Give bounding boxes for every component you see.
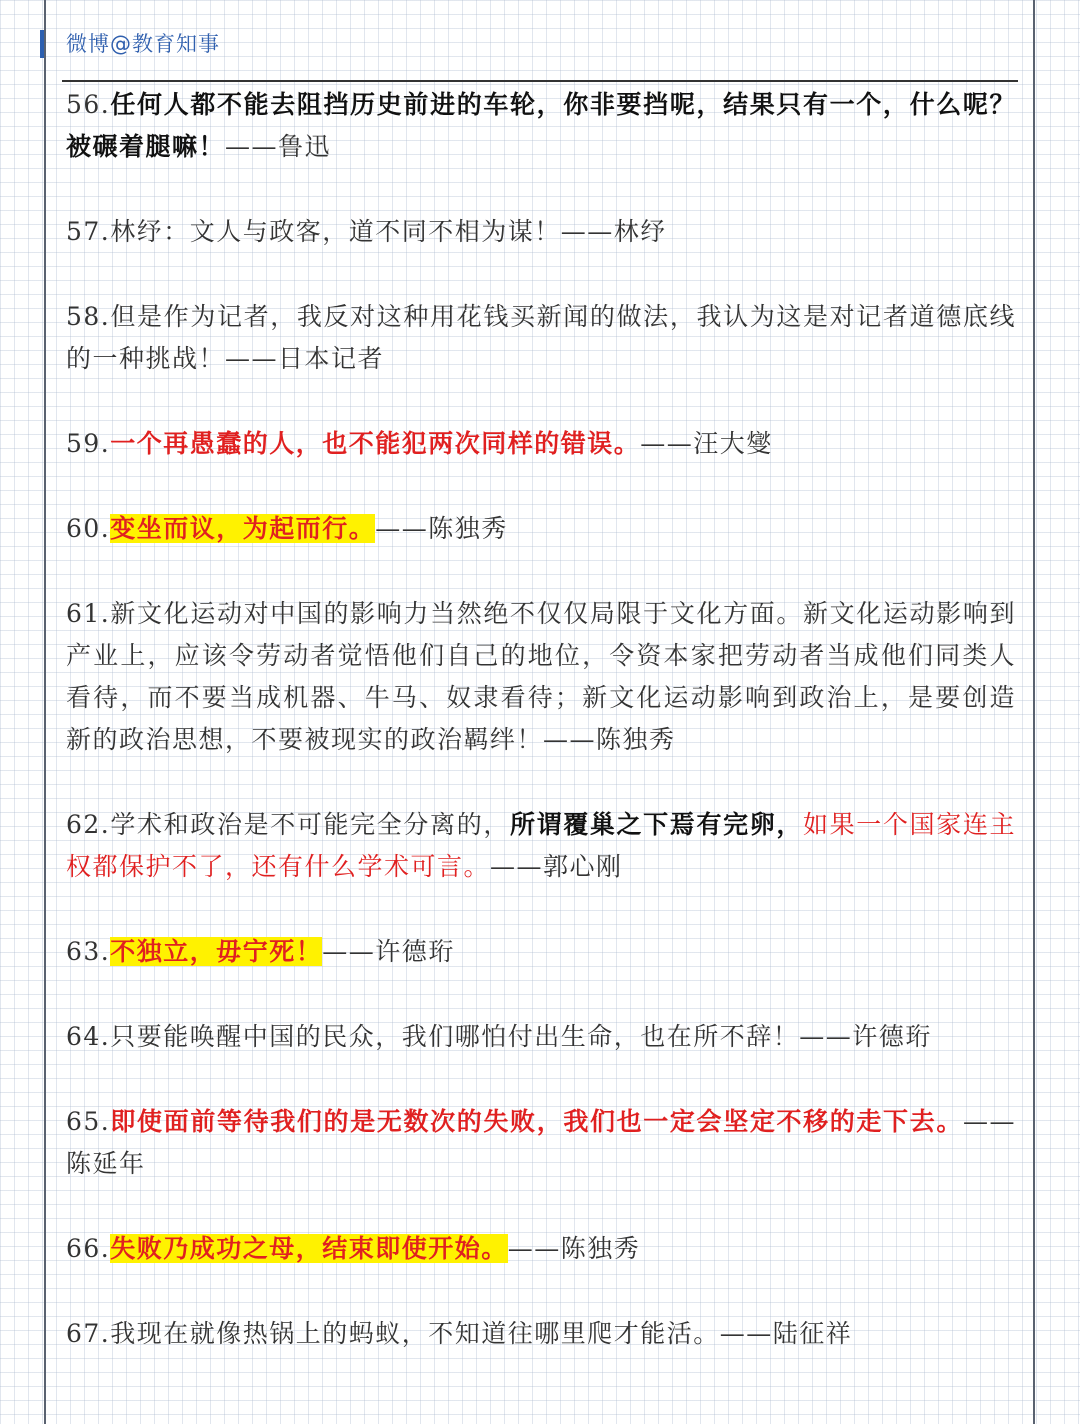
quote-text: 任何人都不能去阻挡历史前进的车轮，你非要挡呢，结果只有一个，什么呢？被碾着腿嘛！ (66, 90, 1016, 161)
quote-author: ——汪大燮 (640, 429, 773, 458)
quote-text-bold: 所谓覆巢之下焉有完卵， (509, 810, 804, 839)
quote-item-59 (66, 423, 1016, 465)
quote-item-63 (66, 931, 1016, 973)
quote-item-67 (66, 1313, 1016, 1355)
quote-number: 65. (66, 1107, 111, 1136)
quote-number: 61. (66, 599, 111, 628)
quote-list (66, 84, 1016, 1398)
quote-text: 新文化运动对中国的影响力当然绝不仅仅局限于文化方面。新文化运动影响到产业上，应该令劳动者觉悟他们自己的地位，令资本家把劳动者当成他们同类人看待，而不要当成机器、牛马、奴隶看待；新文化运动影响到政治上，是要创造新的政治思想，不要被现实的政治羁绊！——陈独秀 (66, 599, 1016, 754)
quote-item-61 (66, 593, 1016, 761)
quote-author: ——鲁迅 (225, 132, 332, 161)
quote-text: 学术和政治是不可能完全分离的， (110, 810, 510, 839)
quote-item-65 (66, 1101, 1016, 1185)
quote-item-57 (66, 211, 1016, 253)
quote-number: 64. (66, 1022, 111, 1051)
quote-number: 60. (66, 514, 111, 543)
quote-text: 林纾：文人与政客，道不同不相为谋！——林纾 (110, 217, 667, 246)
quote-number: 56. (66, 90, 111, 119)
quote-number: 62. (66, 810, 111, 839)
quote-text-highlighted: 失败乃成功之母，结束即使开始。 (110, 1234, 508, 1263)
quote-item-60 (66, 508, 1016, 550)
quote-text: 即使面前等待我们的是无数次的失败，我们也一定会坚定不移的走下去。 (110, 1107, 963, 1136)
quote-number: 57. (66, 217, 111, 246)
page-header (0, 0, 1080, 84)
quote-item-56 (66, 84, 1016, 168)
quote-text-red: 如果一个国家连主权都保护不了，还有什么学术可言。 (66, 810, 1016, 881)
quote-author: ——许德珩 (322, 937, 455, 966)
page-frame-right-border (1033, 0, 1035, 1424)
header-title: 微博@教育知事 (66, 32, 220, 56)
quote-number: 58. (66, 302, 111, 331)
header-divider (62, 80, 1018, 82)
quote-item-64 (66, 1016, 1016, 1058)
page-frame-left-border (44, 0, 46, 1424)
quote-author: ——陈独秀 (375, 514, 508, 543)
quote-author: ——郭心刚 (490, 852, 623, 881)
quote-number: 67. (66, 1319, 111, 1348)
quote-number: 66. (66, 1234, 111, 1263)
quote-item-66 (66, 1228, 1016, 1270)
quote-text: 只要能唤醒中国的民众，我们哪怕付出生命，也在所不辞！——许德珩 (110, 1022, 932, 1051)
quote-author: ——陈延年 (66, 1107, 1016, 1178)
quote-text: 但是作为记者，我反对这种用花钱买新闻的做法，我认为这是对记者道德底线的一种挑战！——日本记者 (66, 302, 1016, 373)
header-accent-bar (40, 30, 44, 58)
quote-item-58 (66, 296, 1016, 380)
quote-author: ——陈独秀 (507, 1234, 641, 1263)
quote-text: 我现在就像热锅上的蚂蚁，不知道往哪里爬才能活。——陆征祥 (110, 1319, 853, 1348)
quote-text: 一个再愚蠢的人，也不能犯两次同样的错误。 (110, 429, 641, 458)
quote-text-highlighted: 变坐而议，为起而行。 (110, 514, 376, 543)
quote-number: 63. (66, 937, 111, 966)
quote-item-62 (66, 804, 1016, 888)
quote-text-highlighted: 不独立，毋宁死！ (110, 937, 323, 966)
quote-number: 59. (66, 429, 111, 458)
